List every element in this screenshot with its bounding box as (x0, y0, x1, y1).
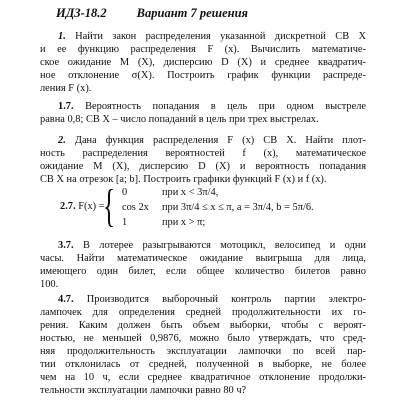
task-1-line-2: и ее функцию распределения F (x). Вычислить математиче- (40, 44, 366, 55)
left-brace: { (103, 180, 116, 231)
task-4-7-line-3: рения. Каким должен быть объем выборки, чтобы с вероят- (40, 320, 366, 331)
formula-case: 1 при x > π; (122, 217, 206, 228)
task-4-7-line-7: чем на 10 ч, если среднее квадратичное отклонение продолжи- (40, 372, 366, 383)
task-2-line-2: ность распределения вероятностей f (x), математическое (40, 148, 366, 159)
task-1-7-line-2: равна 0,8; СВ X – число попаданий в цель при трех выстрелах. (40, 114, 319, 125)
task-number: 2. (58, 135, 66, 146)
task-number: 3.7. (58, 240, 74, 251)
task-number: 2.7. (60, 201, 76, 212)
task-3-7-line-1: 3.7. В лотерее разыгрываются мотоцикл, велосипед и одни (58, 240, 366, 251)
task-2-line-3: ожидание M (X), дисперсию D (X) и вероятность попадания (40, 161, 366, 172)
task-1-7-line-1: 1.7. Вероятность попадания в цель при одном выстреле (58, 101, 366, 112)
assignment-title: ИДЗ-18.2 (56, 6, 107, 20)
task-2-line-4: СВ X на отрезок [a; b]. Построить графики функций F (x) и f (x). (40, 174, 327, 185)
task-4-7-line-6: тии отклонилась от средней, полученной в выборке, не более (40, 359, 366, 370)
task-1-7 (40, 100, 366, 126)
formula-lhs (40, 201, 105, 212)
formula-function: F(x) = (78, 201, 105, 212)
variant-label: Вариант 7 решения (136, 6, 248, 20)
task-2-7-formula (40, 180, 370, 231)
task-2-line-1: 2. Дана функция распределения F (x) СВ X. Найти плот- (58, 135, 366, 146)
task-1-line-5: ления F (x). (40, 83, 92, 94)
task-1-line-1: 1. Найти закон распределения указанной дискретной СВ X (58, 31, 366, 42)
task-4-7-line-2: лампочек для определения средней продолжительности их го- (40, 307, 366, 318)
task-number: 4.7. (58, 294, 74, 305)
task-number: 1.7. (58, 101, 74, 112)
task-2 (40, 134, 366, 186)
task-4-7-line-4: ностью, не меньшей 0,9876, можно было утверждать, что сред- (40, 333, 366, 344)
task-4-7-line-8: тельности эксплуатации лампочки равно 80 ч? (40, 385, 247, 396)
formula-case: cos 2x при 3π/4 ≤ x ≤ π, a = 3π/4, b = 5π/6. (122, 202, 314, 213)
task-number: 1. (58, 31, 66, 42)
task-4-7-line-1: 4.7. Производится выборочный контроль партии электро- (58, 294, 366, 305)
task-3-7-line-4: 100. (40, 279, 59, 290)
task-3-7 (40, 239, 366, 291)
task-3-7-line-3: имеющего один билет, если общее количество билетов равно (40, 266, 366, 277)
formula-case: 0 при x < 3π/4, (122, 187, 219, 198)
page-header (56, 6, 248, 21)
task-3-7-line-2: часы. Найти математическое ожидание выигрыша для лица, (40, 253, 366, 264)
task-1-line-4: ное отклонение σ(X). Построить график функции распреде- (40, 70, 366, 81)
task-4-7 (40, 293, 366, 397)
task-1-line-3: ское ожидание M (X), дисперсию D (X) и среднее квадратич- (40, 57, 366, 68)
task-1 (40, 30, 366, 95)
task-4-7-line-5: няя продолжительность эксплуатации лампочки по всей пар- (40, 346, 366, 357)
